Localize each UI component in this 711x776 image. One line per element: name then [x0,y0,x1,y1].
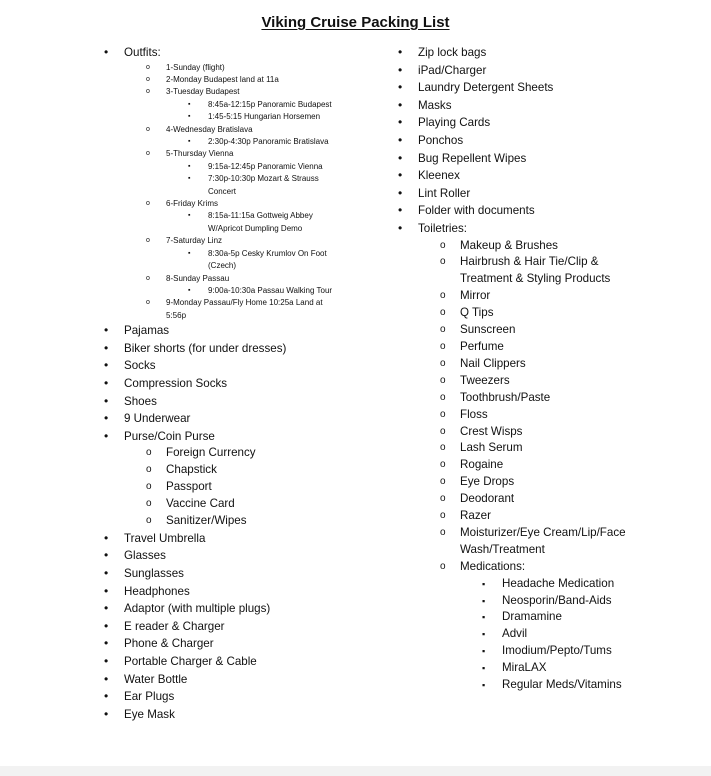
list-item-purse: • Purse/Coin Purse [104,428,394,446]
day-label: 2-Monday Budapest land at 11a [166,75,279,84]
day-label: o 9-Monday Passau/Fly Home 10:25a Land at 5:56p [166,298,323,320]
day-label: 8-Sunday Passau [166,273,230,283]
list-item: • Phone & Charger [104,635,394,653]
event-item [104,173,394,198]
outfits-label: Outfits: [124,46,161,59]
purse-item: o Sanitizer/Wipes [104,513,394,530]
page-title: Viking Cruise Packing List [261,14,450,31]
day-label: 6-Friday Krims [166,199,219,209]
toiletry-item: o Eye Drops [398,474,698,491]
toiletry-label: o Moisturizer/Eye Cream/Lip/Face Wash/Treatment [460,525,626,556]
list-item: • Folder with documents [398,202,698,220]
list-item: • Ear Plugs [104,688,394,706]
list-item: • Zip lock bags [398,44,698,62]
list-item: • E reader & Charger [104,618,394,636]
event-item [104,99,394,111]
toiletry-item: o Mirror [398,288,698,305]
toiletry-item [398,254,698,288]
event-item [104,111,394,123]
toiletry-item: o Toothbrush/Paste [398,390,698,407]
toiletry-item-medications: o Medications: [398,559,698,576]
toiletry-item: o Razer [398,508,698,525]
event-label: ▪ 9:15a-12:45p Panoramic Vienna [208,161,323,171]
toiletry-label: o Hairbrush & Hair Tie/Clip & Treatment & Styling Products [460,255,611,286]
toiletry-item: o Lash Serum [398,440,698,457]
day-item [104,297,394,322]
toiletry-item: o Q Tips [398,305,698,322]
day-item [104,198,394,210]
list-item: • Lint Roller [398,185,698,203]
day-item [104,124,394,136]
day-item [104,273,394,285]
day-item [104,235,394,247]
day-label: 1-Sunday (flight) [166,62,225,72]
medication-item: ▪ Regular Meds/Vitamins [398,677,698,694]
list-item: • Eye Mask [104,706,394,724]
toiletry-item: o Tweezers [398,373,698,390]
event-label: ▪ 7:30p-10:30p Mozart & Strauss Concert [208,174,319,196]
medication-item: ▪ MiraLAX [398,660,698,677]
day-label: 4-Wednesday Bratislava [166,124,253,134]
toiletry-item: o Perfume [398,339,698,356]
day-item [104,62,394,74]
event-item [104,210,394,235]
list-item: • Travel Umbrella [104,530,394,548]
purse-item: o Chapstick [104,462,394,479]
day-item [104,148,394,160]
list-item: • Laundry Detergent Sheets [398,79,698,97]
purse-item: o Passport [104,479,394,496]
purse-item: o Vaccine Card [104,496,394,513]
list-item-outfits [104,44,394,62]
event-label: ▪ 8:15a-11:15a Gottweig Abbey W/Apricot Dumpling Demo [208,211,313,233]
list-item: • Playing Cards [398,114,698,132]
day-item [104,86,394,98]
list-item: • Sunglasses [104,565,394,583]
toiletry-item: o Nail Clippers [398,356,698,373]
list-item: • Compression Socks [104,375,394,393]
toiletry-item: o Rogaine [398,457,698,474]
list-item: • Pajamas [104,322,394,340]
list-item: • Shoes [104,393,394,411]
event-item [104,136,394,148]
list-item-toiletries: • Toiletries: [398,220,698,238]
list-item: • Headphones [104,583,394,601]
toiletry-item: o Deodorant [398,491,698,508]
list-item: • Masks [398,97,698,115]
list-item: • 9 Underwear [104,410,394,428]
list-item: • Glasses [104,547,394,565]
toiletry-item: o Floss [398,407,698,424]
window-bottom-edge [0,766,711,776]
event-item [104,161,394,173]
medication-item: ▪ Dramamine [398,609,698,626]
medication-item: ▪ Advil [398,626,698,643]
event-label: ▪ 8:45a-12:15p Panoramic Budapest [208,99,332,109]
day-label: 5-Thursday Vienna [166,149,234,159]
medication-item: ▪ Headache Medication [398,576,698,593]
event-label: ▪ 9:00a-10:30a Passau Walking Tour [208,285,333,295]
list-item: • Portable Charger & Cable [104,653,394,671]
list-item: • Ponchos [398,132,698,150]
event-item [104,248,394,273]
list-item: • Kleenex [398,167,698,185]
day-item [104,74,394,86]
toiletry-item: o Sunscreen [398,322,698,339]
right-column [398,44,698,694]
event-item [104,285,394,297]
toiletry-item: o Crest Wisps [398,424,698,441]
event-label: ▪ 8:30a-5p Cesky Krumlov On Foot (Czech) [208,248,327,271]
left-column [104,44,394,723]
list-item: • Water Bottle [104,671,394,689]
list-item: • Bug Repellent Wipes [398,150,698,168]
medication-item: ▪ Imodium/Pepto/Tums [398,643,698,660]
event-label: ▪ 1:45-5:15 Hungarian Horsemen [208,112,321,122]
purse-item: o Foreign Currency [104,445,394,462]
list-item: • Biker shorts (for under dresses) [104,340,394,358]
day-label: 3-Tuesday Budapest [166,87,240,97]
event-label: ▪ 2:30p-4:30p Panoramic Bratislava [208,137,329,147]
toiletry-item [398,525,698,559]
list-item: • Adaptor (with multiple plugs) [104,600,394,618]
list-item: • Socks [104,357,394,375]
toiletry-item: o Makeup & Brushes [398,238,698,255]
list-item: • iPad/Charger [398,62,698,80]
day-label: 7-Saturday Linz [166,236,223,246]
medication-item: ▪ Neosporin/Band-Aids [398,593,698,610]
